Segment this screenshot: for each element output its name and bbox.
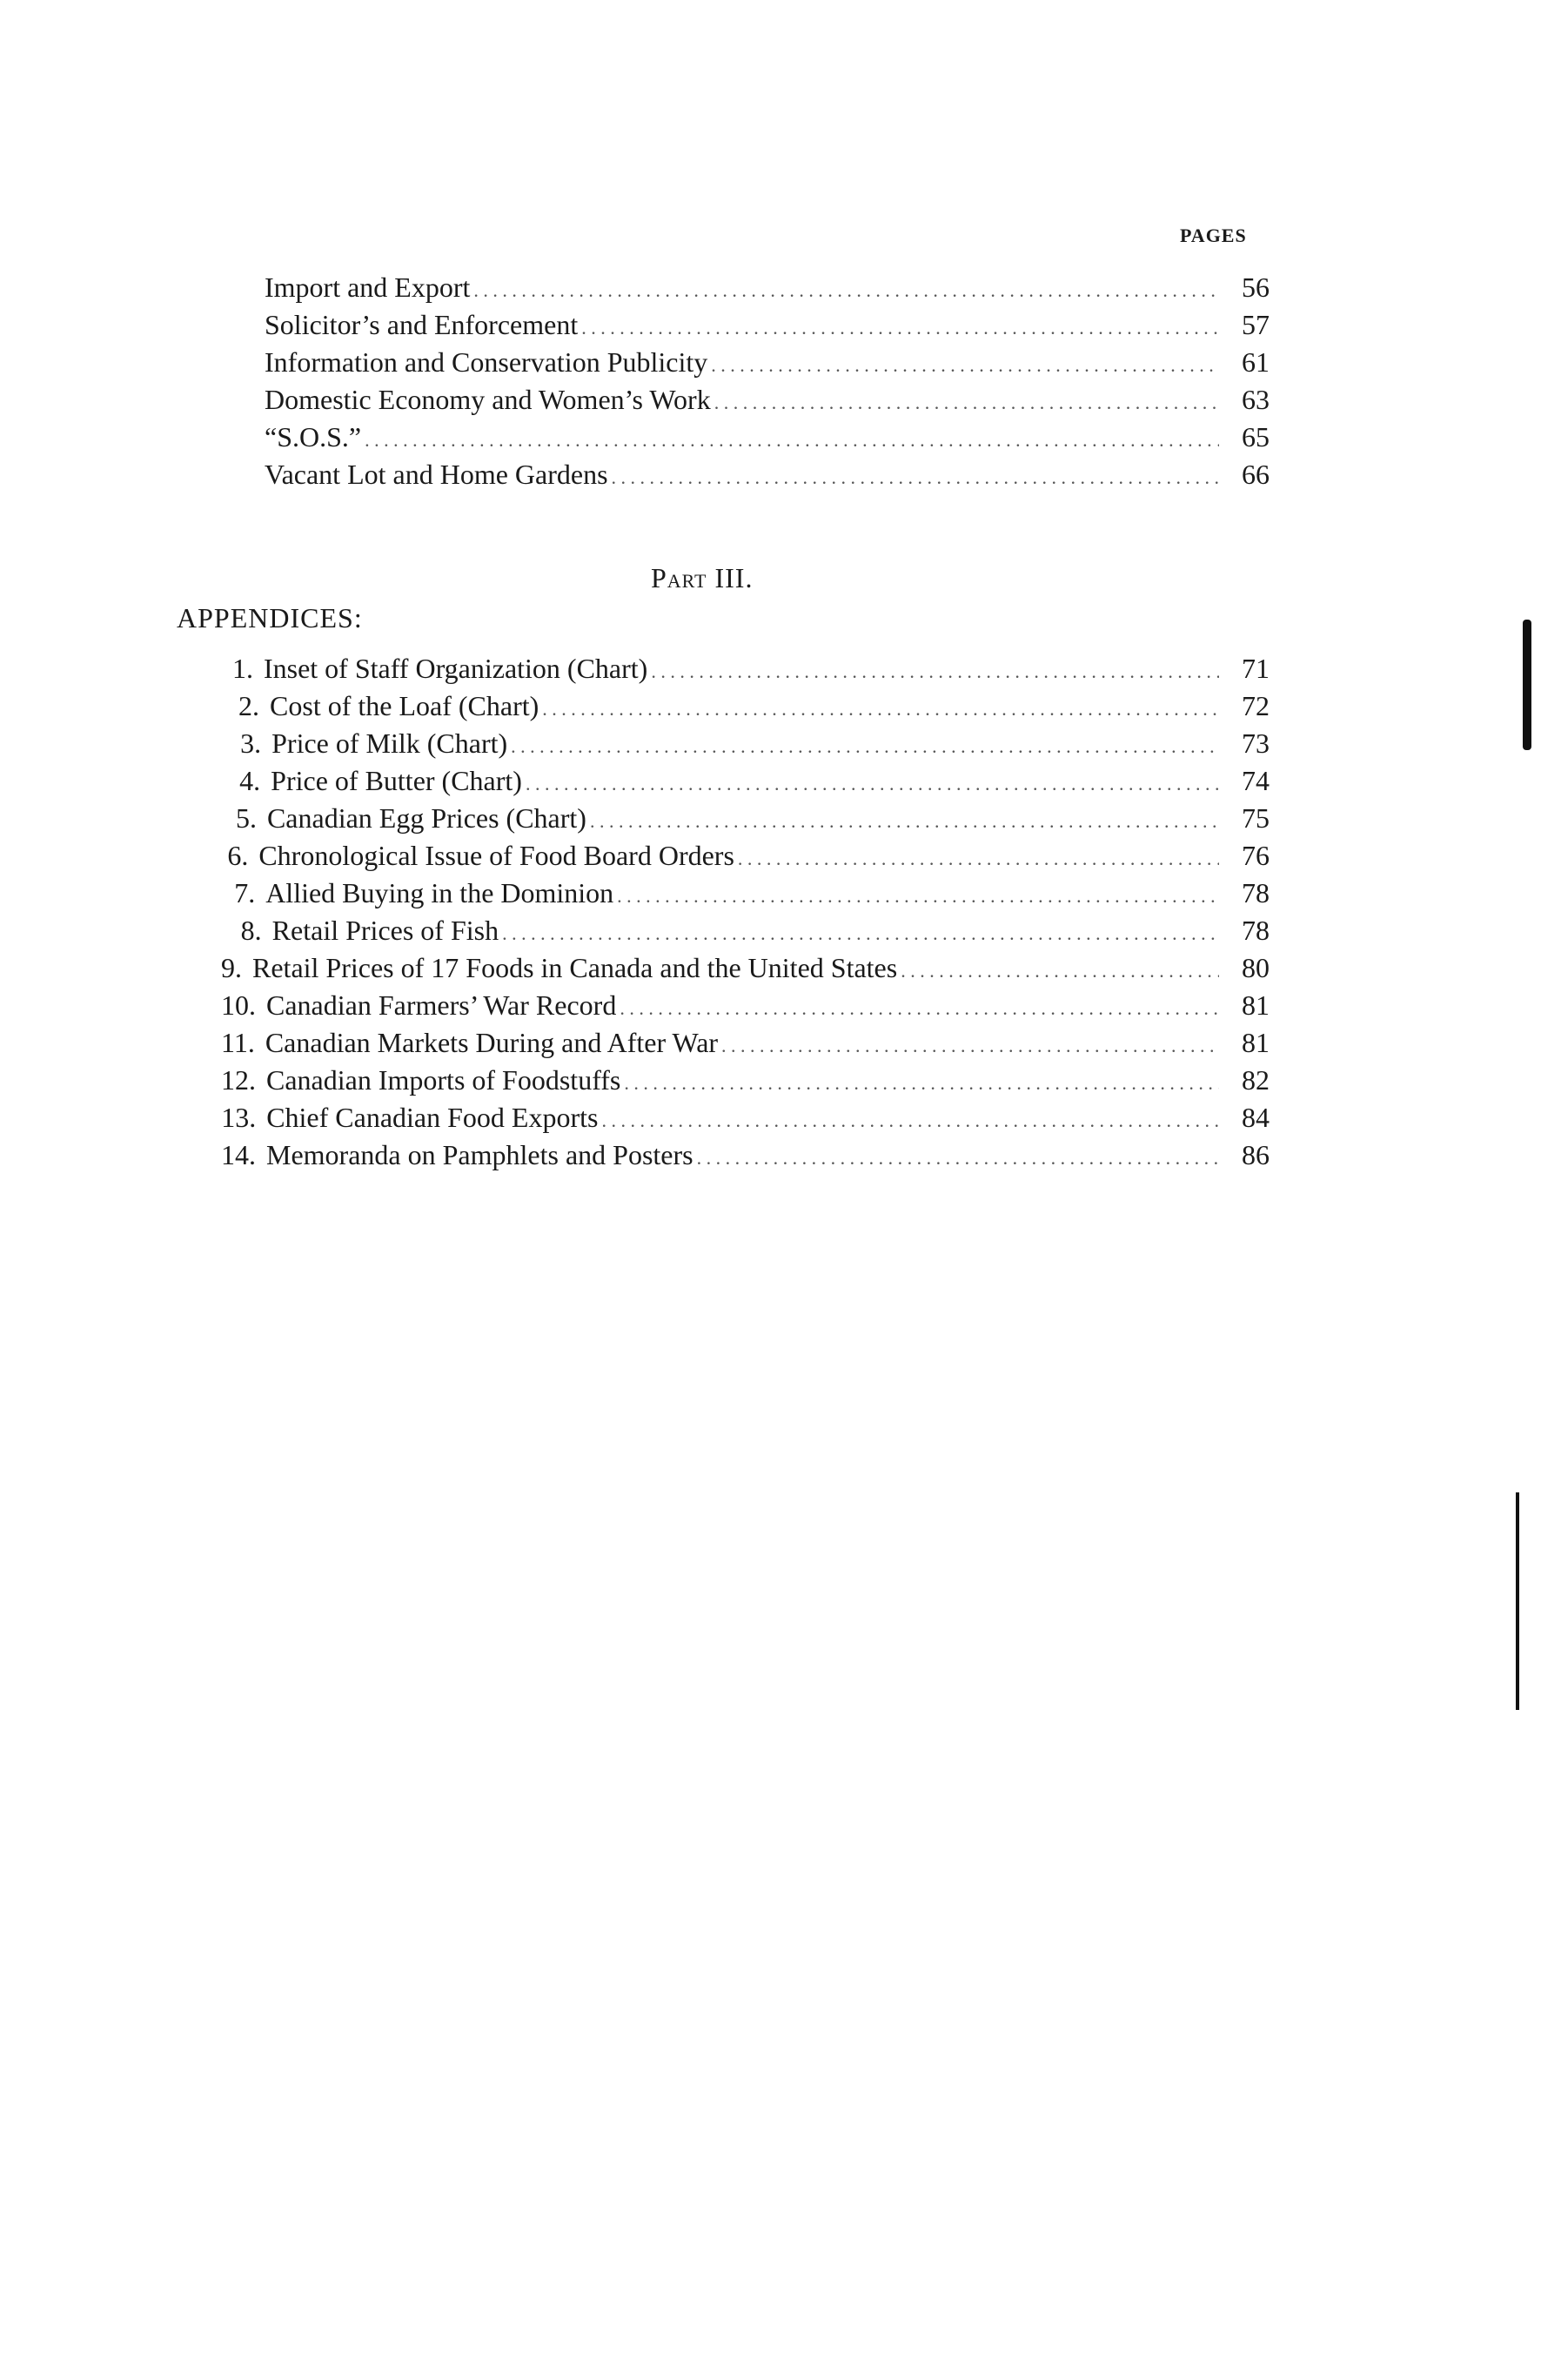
- toc-entry[interactable]: [265, 419, 1270, 458]
- toc-entry[interactable]: [265, 457, 1270, 495]
- leader-dots: [901, 954, 1219, 989]
- toc-entry-label: Cost of the Loaf (Chart): [270, 690, 539, 721]
- part-heading: Part III.: [651, 562, 754, 593]
- leader-dots: [590, 804, 1219, 839]
- toc-entry-number: 8.: [240, 915, 262, 946]
- toc-entry[interactable]: [221, 950, 1270, 989]
- leader-dots: [620, 991, 1219, 1026]
- leader-dots: [526, 767, 1219, 801]
- leader-dots: [365, 423, 1219, 458]
- toc-entry-number: 7.: [234, 877, 256, 908]
- toc-entry-number: 6.: [227, 840, 249, 871]
- leader-dots: [721, 1029, 1219, 1063]
- pages-column-heading: PAGES: [1180, 225, 1247, 246]
- toc-entry-page: 78: [1242, 877, 1270, 908]
- toc-entry-page: 76: [1242, 840, 1270, 871]
- toc-entry-number: 14.: [221, 1139, 256, 1170]
- toc-entry-number: 9.: [221, 952, 242, 983]
- toc-entry-page: 63: [1242, 384, 1270, 415]
- leader-dots: [502, 916, 1219, 951]
- toc-entry-page: 78: [1242, 915, 1270, 946]
- toc-entry-label: Memoranda on Pamphlets and Posters: [266, 1139, 693, 1170]
- toc-entry-label: Solicitor’s and Enforcement: [265, 309, 579, 340]
- toc-entry-number: 5.: [235, 802, 257, 834]
- toc-entry[interactable]: [221, 838, 1270, 876]
- toc-entry-number: 12.: [221, 1064, 256, 1096]
- toc-entry[interactable]: [265, 307, 1270, 345]
- toc-entry-page: 84: [1242, 1102, 1270, 1133]
- toc-entry-label: Retail Prices of Fish: [271, 915, 499, 946]
- toc-entry-page: 80: [1242, 952, 1270, 983]
- leader-dots: [581, 311, 1219, 345]
- toc-entry-label: Canadian Farmers’ War Record: [266, 989, 617, 1021]
- toc-entry-label: Price of Milk (Chart): [271, 727, 508, 759]
- toc-entry[interactable]: [221, 1100, 1270, 1138]
- toc-entry-page: 81: [1242, 1027, 1270, 1058]
- toc-entry-number: 10.: [221, 989, 256, 1021]
- toc-entry-number: 3.: [240, 727, 262, 759]
- leader-dots: [651, 654, 1219, 689]
- toc-entry[interactable]: [265, 270, 1270, 308]
- toc-entry-page: 82: [1242, 1064, 1270, 1096]
- scan-margin-mark: [1523, 620, 1531, 750]
- toc-entry-label: Chief Canadian Food Exports: [266, 1102, 599, 1133]
- toc-entry-number: 4.: [239, 765, 261, 796]
- toc-entry[interactable]: [265, 382, 1270, 420]
- toc-entry-label: Allied Buying in the Dominion: [265, 877, 614, 908]
- toc-entry-page: 71: [1242, 653, 1270, 684]
- leader-dots: [738, 841, 1219, 876]
- toc-entry[interactable]: [221, 1063, 1270, 1101]
- toc-entry[interactable]: [221, 726, 1270, 764]
- toc-entry-number: 11.: [221, 1027, 255, 1058]
- toc-entry-label: Vacant Lot and Home Gardens: [265, 459, 608, 490]
- leader-dots: [542, 692, 1219, 727]
- toc-entry[interactable]: [265, 345, 1270, 383]
- leader-dots: [617, 879, 1219, 914]
- toc-entry-number: 13.: [221, 1102, 257, 1133]
- toc-entry-page: 57: [1242, 309, 1270, 340]
- leader-dots: [697, 1141, 1219, 1176]
- toc-entry-label: Domestic Economy and Women’s Work: [265, 384, 711, 415]
- toc-entry-number: 2.: [238, 690, 260, 721]
- toc-entry-page: 81: [1242, 989, 1270, 1021]
- toc-entry-page: 86: [1242, 1139, 1270, 1170]
- toc-entry-label: Price of Butter (Chart): [271, 765, 522, 796]
- toc-entry[interactable]: [221, 913, 1270, 951]
- toc-entry-label: “S.O.S.”: [265, 421, 362, 453]
- toc-entry-page: 74: [1242, 765, 1270, 796]
- toc-entry-number: 1.: [231, 653, 253, 684]
- appendices-heading: APPENDICES:: [177, 602, 363, 634]
- leader-dots: [601, 1103, 1219, 1138]
- toc-entry-label: Import and Export: [265, 272, 471, 303]
- toc-entry[interactable]: [221, 763, 1270, 801]
- toc-entry-label: Canadian Egg Prices (Chart): [266, 802, 586, 834]
- leader-dots: [624, 1066, 1219, 1101]
- toc-entry[interactable]: [221, 988, 1270, 1026]
- toc-entry-label: Inset of Staff Organization (Chart): [263, 653, 648, 684]
- toc-entry[interactable]: [221, 1025, 1270, 1063]
- toc-entry[interactable]: [221, 875, 1270, 914]
- leader-dots: [714, 385, 1219, 420]
- toc-entry[interactable]: [221, 651, 1270, 689]
- toc-entry[interactable]: [221, 1137, 1270, 1176]
- leader-dots: [511, 729, 1219, 764]
- toc-entry-page: 72: [1242, 690, 1270, 721]
- toc-entry[interactable]: [221, 801, 1270, 839]
- leader-dots: [473, 273, 1219, 308]
- leader-dots: [612, 460, 1219, 495]
- toc-entry-label: Information and Conservation Publicity: [265, 346, 708, 378]
- toc-entry-label: Canadian Markets During and After War: [265, 1027, 719, 1058]
- toc-entry-page: 65: [1242, 421, 1270, 453]
- toc-entry-label: Chronological Issue of Food Board Orders: [258, 840, 734, 871]
- toc-entry-page: 66: [1242, 459, 1270, 490]
- toc-entry-label: Canadian Imports of Foodstuffs: [266, 1064, 621, 1096]
- scan-margin-mark: [1516, 1492, 1519, 1710]
- leader-dots: [711, 348, 1219, 383]
- toc-entry-page: 56: [1242, 272, 1270, 303]
- toc-entry-page: 73: [1242, 727, 1270, 759]
- toc-entry-label: Retail Prices of 17 Foods in Canada and the United States: [252, 952, 898, 983]
- toc-entry-page: 61: [1242, 346, 1270, 378]
- toc-entry-page: 75: [1242, 802, 1270, 834]
- toc-entry[interactable]: [221, 688, 1270, 727]
